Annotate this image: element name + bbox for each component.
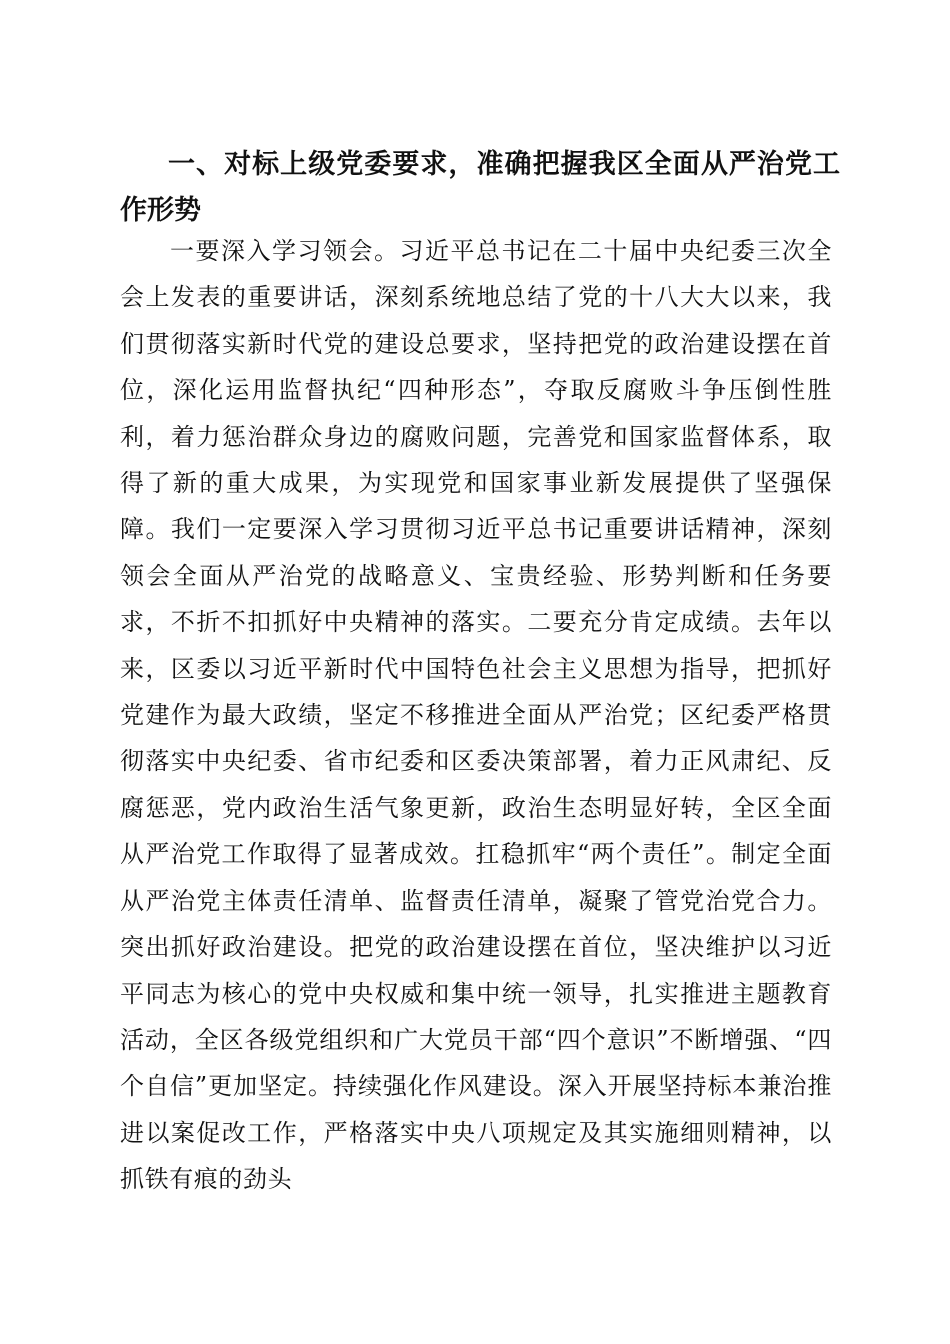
body-paragraph: 一要深入学习领会。习近平总书记在二十届中央纪委三次全会上发表的重要讲话，深刻系统地总结了党的十八大大以来，我们贯彻落实新时代党的建设总要求，坚持把党的政治建设摆在首位，深化运用监督执纪“四种形态”，夺取反腐败斗争压倒性胜利，着力惩治群众身边的腐败问题，完善党和国家监督体系，取得了新的重大成果，为实现党和国家事业新发展提供了坚强保障。我们一定要深入学习贯彻习近平总书记重要讲话精神，深刻领会全面从严治党的战略意义、宝贵经验、形势判断和任务要求，不折不扣抓好中央精神的落实。二要充分肯定成绩。去年以来，区委以习近平新时代中国特色社会主义思想为指导，把抓好党建作为最大政绩，坚定不移推进全面从严治党；区纪委严格贯彻落实中央纪委、省市纪委和区委决策部署，着力正风肃纪、反腐惩恶，党内政治生活气象更新，政治生态明显好转，全区全面从严治党工作取得了显著成效。扛稳抓牢“两个责任”。制定全面从严治党主体责任清单、监督责任清单，凝聚了管党治党合力。突出抓好政治建设。把党的政治建设摆在首位，坚决维护以习近平同志为核心的党中央权威和集中统一领导，扎实推进主题教育活动，全区各级党组织和广大党员干部“四个意识”不断增强、“四个自信”更加坚定。持续强化作风建设。深入开展坚持标本兼治推进以案促改工作，严格落实中央八项规定及其实施细则精神，以抓铁有痕的劲头 [120,237,832,1194]
section-heading: 一、对标上级党委要求，准确把握我区全面从严治党工作形势 [120,149,840,226]
